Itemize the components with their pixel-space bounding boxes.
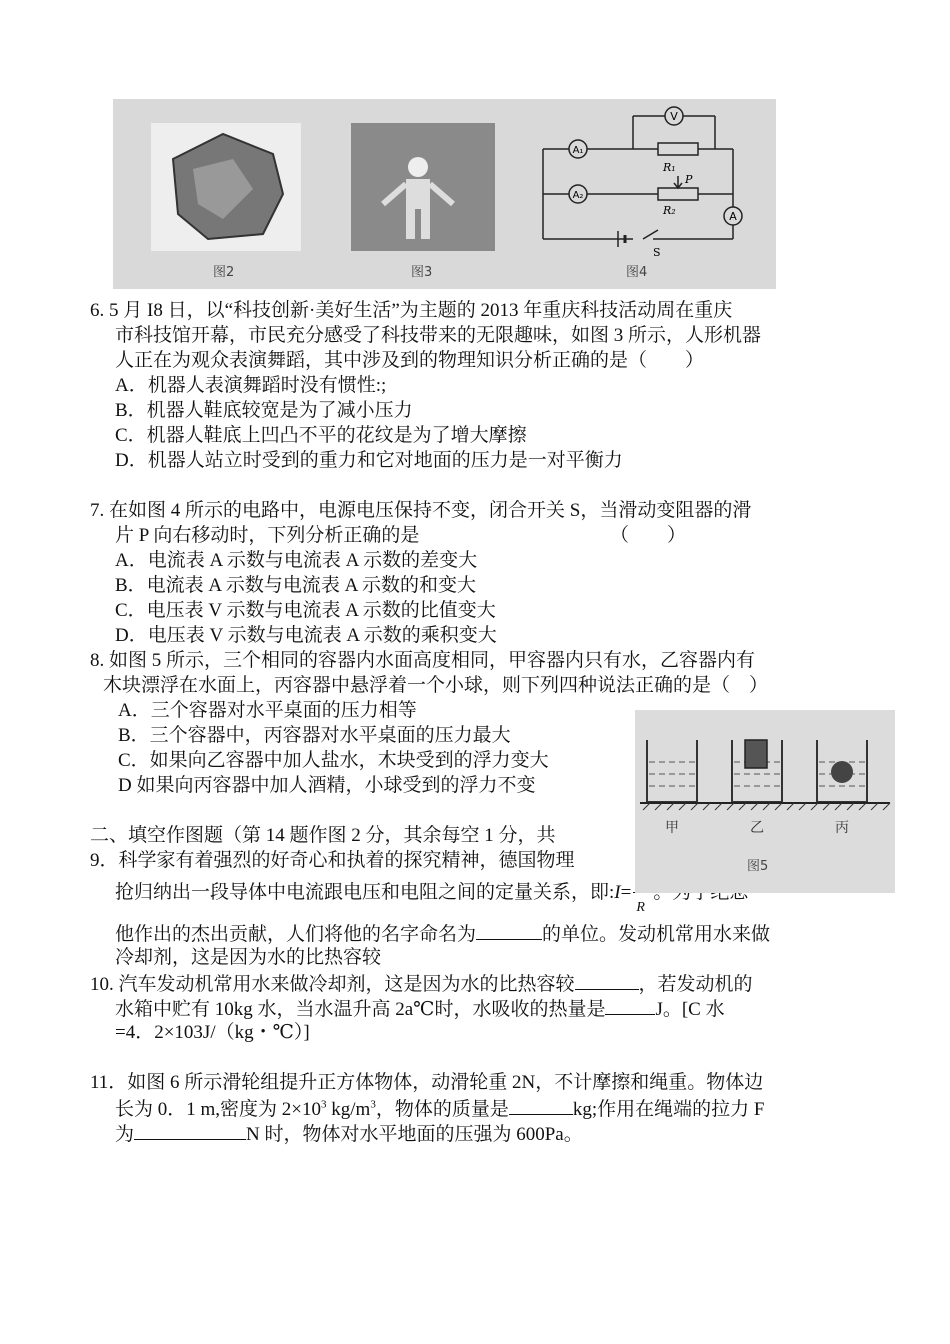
fig4-resistor-r2 xyxy=(658,188,698,200)
q8-option-b: B．三个容器中，丙容器对水平桌面的压力最大 xyxy=(118,725,511,746)
q9-line-2a: 抢归纳出一段导体中电流跟电压和电阻之间的定量关系，即: xyxy=(115,882,615,903)
q8-line-2: 木块漂浮在水面上，丙容器中悬浮着一个小球，则下列四种说法正确的是（ ） xyxy=(103,675,769,696)
fig4-ammeter-a1-label: A₁ xyxy=(572,145,584,156)
q6-option-a: A．机器人表演舞蹈时没有惯性:; xyxy=(115,375,387,396)
fig4-voltmeter-label: V xyxy=(670,110,678,123)
q10-line-1a: 10. 汽车发动机常用水来做冷却剂，这是因为水的比热容较 xyxy=(90,974,575,995)
q10-line-2a: 水箱中贮有 10kg 水，当水温升高 2a℃时，水吸收的热量是 xyxy=(115,999,606,1020)
fig3-caption: 图3 xyxy=(411,265,433,280)
q11-line-3a: 为 xyxy=(115,1124,135,1145)
fig4-caption: 图4 xyxy=(626,265,648,280)
q10-line-2 xyxy=(115,996,725,1022)
fig5-label-bing: 丙 xyxy=(835,820,849,836)
q7-line-1: 7. 在如图 4 所示的电路中，电源电压保持不变，闭合开关 S，当滑动变阻器的滑 xyxy=(90,500,752,521)
q11-line-2a: 长为 0．1 m,密度为 2×10 xyxy=(115,1099,321,1120)
q6-line-1: 6. 5 月 I8 日，以“科技创新·美好生活”为主题的 2013 年重庆科技活动周在重庆 xyxy=(90,300,733,321)
q8-option-d: D 如果向丙容器中加人酒精，小球受到的浮力不变 xyxy=(118,775,536,796)
fig5-suspended-ball xyxy=(831,761,853,783)
fig4-circuit xyxy=(543,116,733,239)
fig4-switch xyxy=(643,230,658,239)
q6-line-2: 市科技馆开幕，市民充分感受了科技带来的无限趣味，如图 3 所示，人形机器 xyxy=(115,325,762,346)
q10-line-2b: J。[C 水 xyxy=(655,999,725,1020)
q6-line-3: 人正在为观众表演舞蹈，其中涉及到的物理知识分析正确的是（ ） xyxy=(115,350,705,371)
section-2-heading: 二、填空作图题（第 14 题作图 2 分，其余每空 1 分，共 xyxy=(90,825,556,846)
q11-line-2b: kg/m xyxy=(326,1099,371,1120)
fig3-robot-body xyxy=(406,179,430,209)
q10-line-1 xyxy=(90,971,753,997)
fig2-caption: 图2 xyxy=(213,265,235,280)
fig4-ammeter-a2-label: A₂ xyxy=(572,190,584,201)
fig4-p-label: P xyxy=(685,173,693,186)
q9-line-3b: 的单位。发动机常用水来做 xyxy=(542,924,771,945)
q11-exp-1: 3 xyxy=(321,1098,327,1111)
fig5-floating-block xyxy=(745,740,767,768)
q7-option-d: D．电压表 V 示数与电流表 A 示数的乘积变大 xyxy=(115,625,497,646)
q7-option-c: C．电压表 V 示数与电流表 A 示数的比值变大 xyxy=(115,600,496,621)
fig5-label-jia: 甲 xyxy=(665,820,679,836)
q9-line-4: 冷却剂，这是因为水的比热容较 xyxy=(115,947,382,968)
figure-5 xyxy=(635,710,895,893)
q10-blank-heat-capacity[interactable] xyxy=(575,971,639,990)
q11-line-3b: N 时，物体对水平地面的压强为 600Pa。 xyxy=(246,1124,583,1145)
q6-option-c: C．机器人鞋底上凹凸不平的花纹是为了增大摩擦 xyxy=(115,425,527,446)
q11-blank-mass[interactable] xyxy=(509,1096,573,1115)
q7-option-b: B．电流表 A 示数与电流表 A 示数的和变大 xyxy=(115,575,477,596)
q11-line-1: 11．如图 6 所示滑轮组提升正方体物体，动滑轮重 2N，不计摩擦和绳重。物体边 xyxy=(90,1072,764,1093)
q11-line-2c: ，物体的质量是 xyxy=(375,1099,509,1120)
q6-option-b: B．机器人鞋底较宽是为了减小压力 xyxy=(115,400,413,421)
fig3-robot-head xyxy=(408,157,428,177)
q9-blank-unit[interactable] xyxy=(476,921,542,940)
fig4-r1-label: R₁ xyxy=(663,161,676,174)
q9-line-3 xyxy=(115,921,770,947)
q11-line-2d: kg;作用在绳端的拉力 F xyxy=(572,1099,765,1120)
fig5-label-yi: 乙 xyxy=(750,820,764,836)
q11-line-3 xyxy=(115,1121,583,1147)
q9-line-3a: 他作出的杰出贡献，人们将他的名字命名为 xyxy=(115,924,477,945)
q7-answer-bracket: （ ） xyxy=(610,525,687,546)
fig3-robot-leg-left xyxy=(406,209,415,239)
q9-formula-eq: = xyxy=(620,882,632,903)
q11-blank-force[interactable] xyxy=(134,1121,246,1140)
q9-formula-r: R xyxy=(636,900,645,915)
q6-option-d: D．机器人站立时受到的重力和它对地面的压力是一对平衡力 xyxy=(115,450,623,471)
figure-strip-2-3-4 xyxy=(113,99,776,289)
q10-blank-heat[interactable] xyxy=(605,996,655,1015)
q7-line-2: 片 P 向右移动时，下列分析正确的是 xyxy=(115,525,420,546)
fig4-r2-label: R₂ xyxy=(663,204,676,217)
q10-line-1b: ，若发动机的 xyxy=(638,974,753,995)
q8-line-1: 8. 如图 5 所示，三个相同的容器内水面高度相同，甲容器内只有水，乙容器内有 xyxy=(90,650,756,671)
q8-option-c: C．如果向乙容器中加人盐水，木块受到的浮力变大 xyxy=(118,750,549,771)
fig4-resistor-r1 xyxy=(658,143,698,155)
q9-formula-i: I xyxy=(614,882,621,903)
q10-line-3: =4．2×103J/（kg・℃）] xyxy=(115,1022,310,1043)
fig5-caption: 图5 xyxy=(747,859,769,874)
fig4-s-label: S xyxy=(653,246,661,259)
fig4-ammeter-a-label: A xyxy=(729,210,737,223)
q11-exp-2: 3 xyxy=(370,1098,376,1111)
q8-option-a: A．三个容器对水平桌面的压力相等 xyxy=(118,700,417,721)
fig4-slider-arrow xyxy=(674,176,682,188)
q7-option-a: A．电流表 A 示数与电流表 A 示数的差变大 xyxy=(115,550,478,571)
fig5-table-hatch xyxy=(643,803,890,810)
q9-line-1: 9．科学家有着强烈的好奇心和执着的探究精神，德国物理 xyxy=(90,850,575,871)
q11-line-2 xyxy=(115,1096,764,1122)
fig3-robot-leg-right xyxy=(421,209,430,239)
